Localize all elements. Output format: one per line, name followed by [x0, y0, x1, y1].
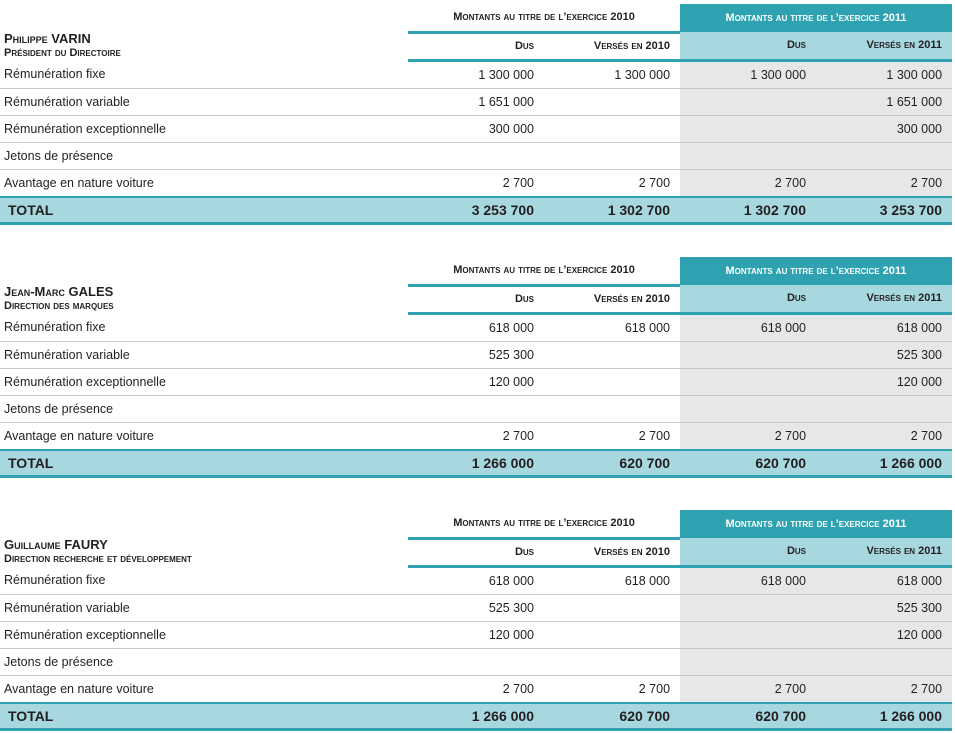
- total-due-2011: 620 700: [680, 703, 816, 730]
- cell-due-2011: [680, 395, 816, 422]
- cell-paid-2010: [544, 341, 680, 368]
- column-header-due-2011: Dus: [680, 32, 816, 60]
- compensation-table: [0, 510, 952, 731]
- row-label: Rémunération exceptionnelle: [0, 368, 408, 395]
- cell-due-2010: 120 000: [408, 621, 544, 648]
- cell-paid-2011: 1 651 000: [816, 88, 952, 115]
- total-due-2011: 1 302 700: [680, 197, 816, 224]
- cell-due-2011: 2 700: [680, 675, 816, 703]
- cell-due-2011: [680, 594, 816, 621]
- cell-due-2010: 2 700: [408, 422, 544, 450]
- cell-due-2010: 618 000: [408, 566, 544, 594]
- row-label: Rémunération exceptionnelle: [0, 115, 408, 142]
- table-row: [0, 594, 952, 621]
- row-label: Rémunération fixe: [0, 566, 408, 594]
- column-header-paid-2011: Versés en 2011: [816, 32, 952, 60]
- total-due-2010: 1 266 000: [408, 450, 544, 477]
- cell-due-2011: [680, 88, 816, 115]
- cell-due-2011: 618 000: [680, 566, 816, 594]
- group-header-2010: Montants au titre de l’exercice 2010: [408, 4, 680, 32]
- compensation-block: [0, 257, 955, 478]
- row-label: Rémunération exceptionnelle: [0, 621, 408, 648]
- header-row-groups: [0, 510, 952, 538]
- cell-due-2011: [680, 142, 816, 169]
- cell-due-2011: 2 700: [680, 169, 816, 197]
- cell-paid-2011: 618 000: [816, 313, 952, 341]
- cell-paid-2011: 618 000: [816, 566, 952, 594]
- header-row-groups: [0, 4, 952, 32]
- group-header-2011: Montants au titre de l’exercice 2011: [680, 4, 952, 32]
- table-row: [0, 395, 952, 422]
- row-label: Rémunération fixe: [0, 60, 408, 88]
- cell-due-2010: 2 700: [408, 169, 544, 197]
- compensation-block: [0, 4, 955, 225]
- cell-paid-2010: 1 300 000: [544, 60, 680, 88]
- total-paid-2011: 1 266 000: [816, 703, 952, 730]
- total-due-2010: 3 253 700: [408, 197, 544, 224]
- table-row: [0, 341, 952, 368]
- cell-paid-2010: [544, 368, 680, 395]
- total-paid-2011: 3 253 700: [816, 197, 952, 224]
- cell-paid-2011: 120 000: [816, 368, 952, 395]
- total-label: TOTAL: [0, 450, 408, 477]
- total-paid-2010: 620 700: [544, 703, 680, 730]
- table-row: [0, 60, 952, 88]
- executive-name: Guillaume FAURY: [4, 537, 108, 552]
- cell-paid-2010: [544, 594, 680, 621]
- column-header-paid-2010: Versés en 2010: [544, 538, 680, 566]
- cell-paid-2010: 2 700: [544, 675, 680, 703]
- cell-paid-2010: [544, 648, 680, 675]
- table-row: [0, 566, 952, 594]
- compensation-table: [0, 257, 952, 478]
- total-paid-2010: 620 700: [544, 450, 680, 477]
- total-row: [0, 703, 952, 730]
- column-header-paid-2011: Versés en 2011: [816, 538, 952, 566]
- cell-due-2010: 300 000: [408, 115, 544, 142]
- cell-paid-2010: 618 000: [544, 313, 680, 341]
- total-due-2010: 1 266 000: [408, 703, 544, 730]
- cell-paid-2011: 120 000: [816, 621, 952, 648]
- cell-due-2011: 2 700: [680, 422, 816, 450]
- row-label: Avantage en nature voiture: [0, 422, 408, 450]
- row-label: Avantage en nature voiture: [0, 169, 408, 197]
- group-header-2010: Montants au titre de l’exercice 2010: [408, 257, 680, 285]
- group-header-2011: Montants au titre de l’exercice 2011: [680, 510, 952, 538]
- column-header-due-2010: Dus: [408, 538, 544, 566]
- row-label: Jetons de présence: [0, 648, 408, 675]
- cell-due-2010: [408, 395, 544, 422]
- row-label: Rémunération fixe: [0, 313, 408, 341]
- column-header-paid-2011: Versés en 2011: [816, 285, 952, 313]
- cell-due-2010: 2 700: [408, 675, 544, 703]
- cell-paid-2011: [816, 142, 952, 169]
- group-header-2011: Montants au titre de l’exercice 2011: [680, 257, 952, 285]
- table-row: [0, 675, 952, 703]
- cell-paid-2010: [544, 142, 680, 169]
- total-label: TOTAL: [0, 197, 408, 224]
- header-row-groups: [0, 257, 952, 285]
- cell-due-2011: [680, 648, 816, 675]
- row-label: Rémunération variable: [0, 88, 408, 115]
- row-label: Jetons de présence: [0, 395, 408, 422]
- cell-paid-2011: [816, 648, 952, 675]
- column-header-paid-2010: Versés en 2010: [544, 285, 680, 313]
- table-row: [0, 648, 952, 675]
- column-header-due-2011: Dus: [680, 538, 816, 566]
- table-row: [0, 88, 952, 115]
- cell-paid-2010: 2 700: [544, 422, 680, 450]
- cell-due-2010: 618 000: [408, 313, 544, 341]
- total-paid-2011: 1 266 000: [816, 450, 952, 477]
- total-paid-2010: 1 302 700: [544, 197, 680, 224]
- table-row: [0, 621, 952, 648]
- row-label: Jetons de présence: [0, 142, 408, 169]
- group-header-2010: Montants au titre de l’exercice 2010: [408, 510, 680, 538]
- executive-name: Jean-Marc GALES: [4, 284, 114, 299]
- executive-role: Direction recherche et développement: [4, 553, 192, 565]
- executive-role: Direction des marques: [4, 300, 114, 312]
- cell-paid-2010: [544, 621, 680, 648]
- total-row: [0, 450, 952, 477]
- cell-due-2010: 1 300 000: [408, 60, 544, 88]
- executive-cell: [0, 257, 408, 313]
- table-row: [0, 313, 952, 341]
- column-header-paid-2010: Versés en 2010: [544, 32, 680, 60]
- table-row: [0, 169, 952, 197]
- cell-due-2010: [408, 648, 544, 675]
- cell-due-2010: 120 000: [408, 368, 544, 395]
- cell-paid-2011: 525 300: [816, 341, 952, 368]
- executive-cell: [0, 510, 408, 566]
- cell-due-2011: [680, 621, 816, 648]
- compensation-table: [0, 4, 952, 225]
- cell-due-2010: 525 300: [408, 341, 544, 368]
- cell-paid-2011: [816, 395, 952, 422]
- cell-due-2011: [680, 341, 816, 368]
- cell-paid-2011: 2 700: [816, 675, 952, 703]
- cell-due-2011: [680, 115, 816, 142]
- total-label: TOTAL: [0, 703, 408, 730]
- cell-paid-2011: 1 300 000: [816, 60, 952, 88]
- column-header-due-2010: Dus: [408, 285, 544, 313]
- cell-paid-2010: [544, 395, 680, 422]
- compensation-block: [0, 510, 955, 731]
- cell-due-2010: 525 300: [408, 594, 544, 621]
- cell-due-2010: [408, 142, 544, 169]
- total-row: [0, 197, 952, 224]
- total-due-2011: 620 700: [680, 450, 816, 477]
- column-header-due-2010: Dus: [408, 32, 544, 60]
- cell-due-2011: 1 300 000: [680, 60, 816, 88]
- cell-paid-2011: 2 700: [816, 422, 952, 450]
- cell-due-2011: 618 000: [680, 313, 816, 341]
- cell-due-2011: [680, 368, 816, 395]
- cell-due-2010: 1 651 000: [408, 88, 544, 115]
- cell-paid-2010: 2 700: [544, 169, 680, 197]
- cell-paid-2010: [544, 88, 680, 115]
- executive-cell: [0, 4, 408, 60]
- table-row: [0, 422, 952, 450]
- table-row: [0, 142, 952, 169]
- row-label: Rémunération variable: [0, 341, 408, 368]
- table-row: [0, 368, 952, 395]
- table-row: [0, 115, 952, 142]
- cell-paid-2011: 2 700: [816, 169, 952, 197]
- cell-paid-2010: [544, 115, 680, 142]
- row-label: Rémunération variable: [0, 594, 408, 621]
- cell-paid-2011: 300 000: [816, 115, 952, 142]
- executive-name: Philippe VARIN: [4, 31, 91, 46]
- column-header-due-2011: Dus: [680, 285, 816, 313]
- row-label: Avantage en nature voiture: [0, 675, 408, 703]
- cell-paid-2011: 525 300: [816, 594, 952, 621]
- executive-role: Président du Directoire: [4, 47, 121, 59]
- cell-paid-2010: 618 000: [544, 566, 680, 594]
